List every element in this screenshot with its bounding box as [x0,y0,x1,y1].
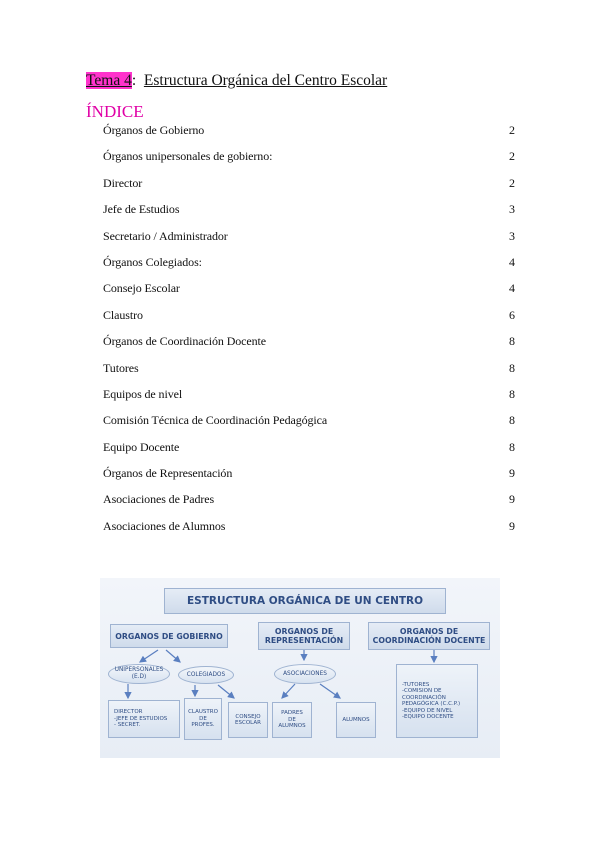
consejo-box [228,702,268,738]
diagram-header: ESTRUCTURA ORGÁNICA DE UN CENTRO [164,588,446,614]
coordinacion-list-box [396,664,478,738]
toc-entry-label: Equipo Docente [103,439,180,454]
toc-entry-label: Secretario / Administrador [103,228,228,243]
indice-heading: ÍNDICE [86,102,144,121]
toc-entry-label: Órganos de Coordinación Docente [103,334,266,349]
toc-entry-label: Órganos Colegiados: [103,254,202,269]
toc-entry-label: Asociaciones de Alumnos [103,518,226,533]
toc-entry-label: Jefe de Estudios [103,202,180,217]
claustro-line-1: CLAUSTRO [188,709,218,716]
coord-line-2: -COMISION DE [402,688,442,694]
coordinacion-line-2: COORDINACIÓN DOCENTE [372,636,486,645]
director-line-3: - SECRET. [114,722,141,729]
toc-entry-label: Asociaciones de Padres [103,492,215,507]
coordinacion-line-1: ORGANOS DE [399,627,459,636]
claustro-line-3: PROFES. [191,722,215,729]
toc-entry-page: 8 [509,360,515,375]
toc-entry-page: 8 [509,413,515,428]
toc-entry[interactable] [103,333,515,359]
unipersonales-oval [108,664,170,684]
toc-entry-label: Director [103,175,143,190]
coordinacion-box [368,622,490,650]
coord-line-6: -EQUIPO DOCENTE [402,714,454,720]
coord-line-5: -EQUIPO DE NIVEL [402,707,453,714]
toc-entry[interactable] [103,201,515,227]
asociaciones-oval: ASOCIACIONES [274,664,336,684]
table-of-contents [103,122,515,544]
toc-entry[interactable] [103,491,515,517]
padres-line-2: DE [288,716,296,723]
toc-entry[interactable] [103,360,515,386]
toc-entry[interactable] [103,307,515,333]
toc-entry-page: 8 [509,439,515,454]
coord-line-3: COORDINACIÓN [402,694,446,701]
coord-line-4: PEDAGÓGICA (C.C.P.) [402,701,461,707]
representacion-box [258,622,350,650]
toc-entry-page: 3 [509,202,515,217]
toc-entry[interactable] [103,122,515,148]
toc-entry-page: 4 [509,281,515,296]
director-line-2: -JEFE DE ESTUDIOS [114,715,168,722]
toc-entry[interactable] [103,439,515,465]
toc-entry-page: 9 [509,466,515,481]
toc-entry-page: 2 [509,149,515,164]
padres-line-3: ALUMNOS [278,723,306,730]
toc-entry-label: Comisión Técnica de Coordinación Pedagógica [103,413,328,428]
representacion-line-2: REPRESENTACIÓN [264,636,344,645]
document-title [86,72,387,90]
toc-entry-page: 3 [509,228,515,243]
toc-entry[interactable] [103,518,515,544]
toc-entry-label: Órganos unipersonales de gobierno: [103,149,273,164]
toc-entry[interactable] [103,175,515,201]
toc-entry-label: Consejo Escolar [103,281,180,296]
tema-label: Tema 4 [86,72,132,89]
toc-entry-page: 9 [509,518,515,533]
org-chart-figure [100,578,500,758]
director-line-1: DIRECTOR [114,709,143,716]
padres-line-1: PADRES [281,710,303,717]
toc-entry[interactable] [103,386,515,412]
claustro-box [184,698,222,740]
toc-entry[interactable] [103,254,515,280]
toc-entry-page: 9 [509,492,515,507]
toc-entry-label: Órganos de Representación [103,466,233,481]
unipersonales-line-1: UNIPERSONALES [114,667,164,673]
colegiados-oval: COLEGIADOS [178,666,234,684]
unipersonales-line-2: (E.D) [131,674,147,680]
representacion-line-1: ORGANOS DE [274,627,334,636]
toc-entry-label: Claustro [103,307,143,322]
toc-entry[interactable] [103,412,515,438]
toc-entry[interactable] [103,228,515,254]
toc-entry-page: 2 [509,123,515,137]
toc-entry-label: Tutores [103,360,139,375]
toc-entry-page: 6 [509,307,515,322]
director-box [108,700,180,738]
toc-entry-page: 8 [509,334,515,349]
padres-box [272,702,312,738]
toc-entry[interactable] [103,280,515,306]
coord-line-1: -TUTORES [402,681,430,688]
consejo-line-2: ESCOLAR [235,720,261,726]
gobierno-box: ORGANOS DE GOBIERNO [110,624,228,648]
toc-entry-label: Equipos de nivel [103,386,183,401]
alumnos-box: ALUMNOS [336,702,376,738]
toc-entry-label: Órganos de Gobierno [103,123,205,137]
title-separator: : [131,72,137,89]
toc-entry-page: 4 [509,254,515,269]
toc-entry[interactable] [103,465,515,491]
toc-entry-page: 2 [509,175,515,190]
title-main: Estructura Orgánica del Centro Escolar [143,72,388,89]
toc-entry[interactable] [103,148,515,174]
toc-entry-page: 8 [509,386,515,401]
consejo-line-1: CONSEJO [235,713,261,720]
claustro-line-2: DE [199,715,207,722]
